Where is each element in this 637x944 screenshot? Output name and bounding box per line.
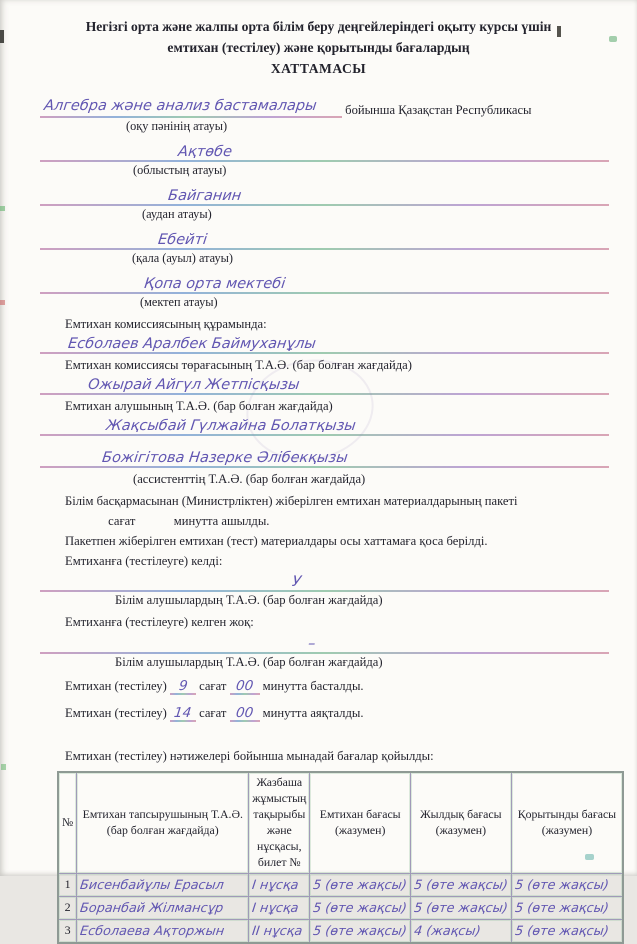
timing-start-hour-word: сағат [199, 679, 227, 694]
attendance-absent-value: – [307, 636, 317, 653]
district-caption: (аудан атауы) [142, 207, 212, 222]
col-header-exam-grade: Емтихан бағасы (жазумен) [310, 772, 411, 873]
attendance-absent-label: Емтиханға (тестілеуге) келген жоқ: [65, 615, 254, 630]
row-no: 3 [58, 919, 77, 943]
attendance-absent-field [40, 635, 609, 654]
timing-start-line [65, 678, 607, 695]
document-title [0, 0, 637, 79]
exam-grade-value: 5 (өте жақсы) [312, 923, 409, 939]
commission-examiner-name: Жақсыбай Гүлжайна Болатқызы [105, 418, 357, 435]
title-line-2: емтихан (тестілеу) және қорытынды бағалардың [167, 40, 470, 56]
commission-intro: Емтихан комиссиясының құрамында: [65, 317, 267, 332]
attendance-came-caption: Білім алушылардың Т.А.Ә. (бар болған жағдайда) [115, 593, 383, 608]
final-grade-value: 5 (өте жақсы) [513, 900, 610, 916]
row-name [77, 896, 249, 919]
city-value: Ебейті [157, 232, 209, 249]
timing-end-hour-word: сағат [199, 706, 227, 721]
timing-end-min: 00 [234, 705, 255, 722]
attendance-came-value: У [291, 574, 302, 591]
row-variant [249, 919, 310, 943]
row-final-grade [511, 896, 623, 919]
timing-start-min: 00 [234, 678, 255, 695]
student-name: Бисенбайұлы Ерасыл [79, 877, 225, 893]
student-name: Боранбай Жілмансұр [79, 900, 225, 916]
school-field [40, 275, 609, 294]
title-line-1: Негізгі орта және жалпы орта білім беру деңгейлеріндегі оқыту курсы үшін [85, 19, 552, 34]
row-name [77, 873, 249, 896]
col-header-no: № [58, 772, 77, 873]
attendance-absent-caption: Білім алушылардың Т.А.Ә. (бар болған жағдайда) [115, 655, 383, 670]
timing-end-pre: Емтихан (тестілеу) [65, 706, 167, 721]
commission-examiner-field [40, 417, 609, 436]
attendance-came-field [40, 573, 609, 592]
timing-end-post: минутта аяқталды. [262, 706, 364, 721]
region-field [40, 143, 609, 162]
table-row [58, 896, 623, 919]
attendance-came-label: Емтиханға (тестілеуге) келді: [65, 554, 223, 569]
year-grade-value: 4 (жақсы) [413, 923, 482, 939]
results-table [57, 771, 624, 944]
city-field [40, 231, 609, 250]
variant-value: II нұсқа [251, 923, 304, 939]
subject-caption: (оқу пәнінің атауы) [126, 119, 228, 134]
col-header-final-grade: Қорытынды бағасы (жазумен) [511, 772, 623, 873]
subject-suffix: бойынша Қазақстан Республикасы [345, 103, 532, 118]
package-line-2-end: минутта ашылды. [173, 514, 270, 529]
results-header-row [58, 772, 623, 873]
variant-value: I нұсқа [251, 877, 300, 893]
timing-start-post: минутта басталды. [262, 679, 364, 694]
year-grade-value: 5 (өте жақсы) [413, 877, 509, 893]
commission-assistant-label: (ассистенттің Т.А.Ә. (бар болған жағдайда) [133, 472, 366, 487]
final-grade-value: 5 (өте жақсы) [513, 923, 610, 939]
timing-start-min-blank [230, 678, 260, 695]
commission-examiner-label: Емтихан алушының Т.А.Ә. (бар болған жағдайда) [65, 399, 333, 414]
package-line-1: Білім басқармасынан (Министрліктен) жіберілген емтихан материалдарының пакеті [65, 494, 518, 509]
col-header-year-grade: Жылдық бағасы (жазумен) [411, 772, 512, 873]
row-exam-grade [310, 896, 411, 919]
package-line-2 [65, 513, 607, 530]
row-exam-grade [310, 873, 411, 896]
exam-grade-value: 5 (өте жақсы) [312, 900, 409, 916]
commission-member-name: Есболаев Аралбек Баймуханұлы [67, 336, 317, 353]
results-intro: Емтихан (тестілеу) нәтижелері бойынша мынадай бағалар қойылды: [65, 749, 434, 764]
row-variant [249, 896, 310, 919]
school-value: Қопа орта мектебі [143, 276, 287, 293]
row-final-grade [511, 919, 623, 943]
timing-end-min-blank [230, 705, 260, 722]
subject-field [40, 99, 609, 118]
commission-assistant-name: Божігітова Назерке Әлібекқызы [101, 450, 349, 467]
scan-artifact [1, 764, 6, 770]
row-variant [249, 873, 310, 896]
row-exam-grade [310, 919, 411, 943]
district-value: Байганин [167, 188, 243, 205]
row-year-grade [411, 873, 512, 896]
timing-start-hour-blank [170, 678, 196, 695]
row-final-grade [511, 873, 623, 896]
final-grade-value: 5 (өте жақсы) [513, 877, 610, 893]
commission-assistant-field [40, 449, 609, 468]
commission-chair-field [40, 376, 609, 395]
row-name [77, 919, 249, 943]
timing-end-hour: 14 [173, 705, 193, 722]
col-header-variant: Жазбаша жұмыстың тақырыбы және нұсқасы, билет № [249, 772, 310, 873]
row-no: 1 [58, 873, 77, 896]
timing-start-pre: Емтихан (тестілеу) [65, 679, 167, 694]
exam-grade-value: 5 (өте жақсы) [312, 877, 409, 893]
row-no: 2 [58, 896, 77, 919]
commission-chair-label: Емтихан комиссиясы төрағасының Т.А.Ә. (бар болған жағдайда) [65, 358, 412, 373]
student-name: Есболаева Ақторжын [79, 923, 226, 939]
region-caption: (облыстың атауы) [133, 163, 227, 178]
table-row [58, 919, 623, 943]
variant-value: I нұсқа [251, 900, 300, 916]
package-attached-line: Пакетпен жіберілген емтихан (тест) материалдары осы хаттамаға қоса берілді. [65, 534, 488, 549]
district-field [40, 187, 609, 206]
year-grade-value: 5 (өте жақсы) [413, 900, 509, 916]
table-row [58, 873, 623, 896]
timing-start-hour: 9 [177, 678, 189, 695]
school-caption: (мектеп атауы) [140, 295, 218, 310]
title-line-3: ХАТТАМАСЫ [270, 61, 367, 77]
timing-end-hour-blank [170, 705, 196, 722]
package-hour-word: сағат [108, 514, 136, 529]
row-year-grade [411, 919, 512, 943]
col-header-name: Емтихан тапсырушының Т.А.Ә. (бар болған жағдайда) [77, 772, 249, 873]
city-caption: (қала (ауыл) атауы) [132, 251, 233, 266]
subject-value: Алгебра және анализ бастамалары [43, 98, 318, 115]
subject-underline [40, 99, 342, 118]
region-value: Ақтөбе [177, 144, 233, 161]
timing-end-line [65, 705, 607, 722]
commission-member-field [40, 335, 609, 354]
row-year-grade [411, 896, 512, 919]
commission-chair-name: Ожырай Айгүл Жетпісқызы [87, 377, 301, 394]
